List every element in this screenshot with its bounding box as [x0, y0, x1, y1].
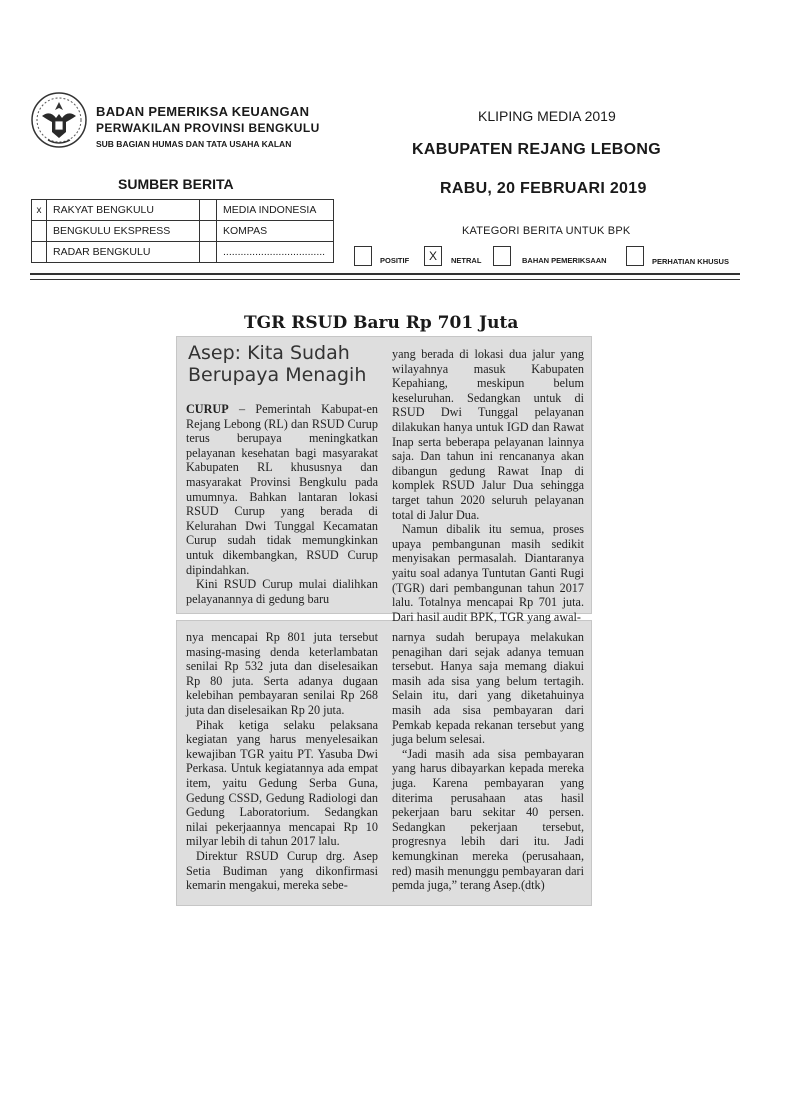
article-paragraph: “Jadi masih ada sisa pembayaran yang harus dibayarkan kepada mereka juga. Karena pembayaran yang diterima perusahaan atas hasil pekerjaan baru sekitar 40 persen. Sedangkan pekerjaan tersebut, progresnya lebih dari itu. Jadi kemungkinan mereka (perusahaan, red) masih menunggu pembayaran dari pemda juga,” terang Asep.(dtk): [392, 746, 584, 893]
org-branch: PERWAKILAN PROVINSI BENGKULU: [96, 121, 320, 135]
publication-date: RABU, 20 FEBRUARI 2019: [440, 180, 647, 197]
source-name: ...................................: [217, 242, 334, 263]
article-paragraph: [186, 402, 378, 577]
sumber-berita-title: SUMBER BERITA: [118, 176, 234, 192]
kategori-checkbox-khusus: [626, 246, 644, 266]
source-name: RAKYAT BENGKULU: [47, 200, 200, 221]
subheading-line: Asep: Kita Sudah: [188, 342, 350, 364]
kliping-title: KLIPING MEDIA 2019: [478, 108, 616, 124]
table-row: [32, 242, 334, 263]
article-column-top-right: [392, 347, 584, 624]
article-column-bottom-left: [186, 630, 378, 893]
source-checkbox: [32, 242, 47, 263]
article-paragraph: Pihak ketiga selaku pelaksana kegiatan yang harus menyelesaikan kewajiban TGR yaitu PT. Yasuba Dwi Perkasa. Untuk kegiatannya ada empat item, yaitu Gedung Serba Guna, Gedung CSSD, Gedung Radiologi dan Gedung Laboratorium. Sedangkan nilai pekerjaannya mencapai Rp 10 milyar lebih di tahun 2017 lalu.: [186, 717, 378, 849]
header-divider: [30, 273, 740, 275]
kategori-label-khusus: PERHATIAN KHUSUS: [652, 257, 729, 266]
source-name: BENGKULU EKSPRESS: [47, 221, 200, 242]
article-column-top-left: [186, 402, 378, 606]
org-name: BADAN PEMERIKSA KEUANGAN: [96, 104, 310, 119]
article-subheading: [188, 342, 366, 386]
source-name: KOMPAS: [217, 221, 334, 242]
header-divider: [30, 279, 740, 280]
article-dateline: CURUP: [186, 402, 229, 416]
source-name: MEDIA INDONESIA: [217, 200, 334, 221]
article-headline: TGR RSUD Baru Rp 701 Juta: [244, 313, 519, 333]
article-paragraph: narnya sudah berupaya melakukan penagihan dari sejak adanya temuan tersebut. Hanya saja memang diakui masih ada sisa yang belum tertagih. Selain itu, dari yang diketahuinya masih ada sisa pembayaran dari Pemkab kepada rekanan tersebut yang juga belum selesai.: [392, 630, 584, 747]
source-checkbox: x: [32, 200, 47, 221]
source-name: RADAR BENGKULU: [47, 242, 200, 263]
table-row: [32, 200, 334, 221]
article-column-bottom-right: [392, 630, 584, 893]
kategori-checkbox-positif: [354, 246, 372, 266]
article-paragraph: nya mencapai Rp 801 juta tersebut masing-masing denda keterlambatan senilai Rp 532 juta dan diselesaikan Rp 80 juta. Serta adanya dugaan kelebihan pembayaran senilai Rp 268 juta dan diselesaikan Rp 20 juta.: [186, 630, 378, 717]
kategori-checkbox-bahan: [493, 246, 511, 266]
source-checkbox: [200, 221, 217, 242]
paragraph-text: – Pemerintah Kabupat-en Rejang Lebong (RL) dan RSUD Curup terus berupaya meningkatkan pelayanan kesehatan bagi masyarakat Kabupaten RL khususnya dan masyarakat Provinsi Bengkulu pada umumnya. Bahkan lantaran lokasi RSUD Curup yang berada di Kelurahan Dwi Tunggal Kecamatan Curup sudah tidak memungkinkan untuk dikembangkan, RSUD Curup dipindahkan.: [186, 402, 378, 577]
article-paragraph: Direktur RSUD Curup drg. Asep Setia Budiman yang dikonfirmasi kemarin mengakui, mereka sebe-: [186, 848, 378, 893]
org-subdivision: SUB BAGIAN HUMAS DAN TATA USAHA KALAN: [96, 139, 292, 149]
source-checkbox: [32, 221, 47, 242]
kategori-checkbox-netral: X: [424, 246, 442, 266]
table-row: [32, 221, 334, 242]
kategori-label-netral: NETRAL: [451, 256, 482, 265]
source-checkbox: [200, 242, 217, 263]
sumber-berita-table: [31, 199, 334, 263]
kabupaten-title: KABUPATEN REJANG LEBONG: [412, 141, 661, 158]
article-paragraph: yang berada di lokasi dua jalur yang wilayahnya masuk Kabupaten Kepahiang, meskipun belum keseluruhan. Sedangkan untuk di RSUD Dwi Tunggal pelayanan dilakukan hanya untuk IGD dan Rawat Inap serta beberapa pelayanan lainnya saja. Dan tahun ini rencananya akan dibangun gedung Rawat Inap di komplek RSUD Jalur Dua sehingga target tahun 2020 seluruh pelayanan total di Jalur Dua.: [392, 347, 584, 522]
article-paragraph: Namun dibalik itu semua, proses upaya pembangunan masih sedikit menyisakan permasalah. Diantaranya yaitu soal adanya Tuntutan Ganti Rugi (TGR) dari pembangunan tahun 2017 lalu. Totalnya mencapai Rp 701 juta. Dari hasil audit BPK, TGR yang awal-: [392, 522, 584, 624]
article-paragraph: Kini RSUD Curup mulai dialihkan pelayanannya di gedung baru: [186, 577, 378, 606]
garuda-emblem-icon: [30, 90, 88, 152]
kategori-label-bahan: BAHAN PEMERIKSAAN: [522, 256, 607, 265]
kategori-title: KATEGORI BERITA UNTUK BPK: [462, 225, 631, 237]
subheading-line: Berupaya Menagih: [188, 364, 367, 386]
source-checkbox: [200, 200, 217, 221]
kategori-label-positif: POSITIF: [380, 256, 410, 265]
